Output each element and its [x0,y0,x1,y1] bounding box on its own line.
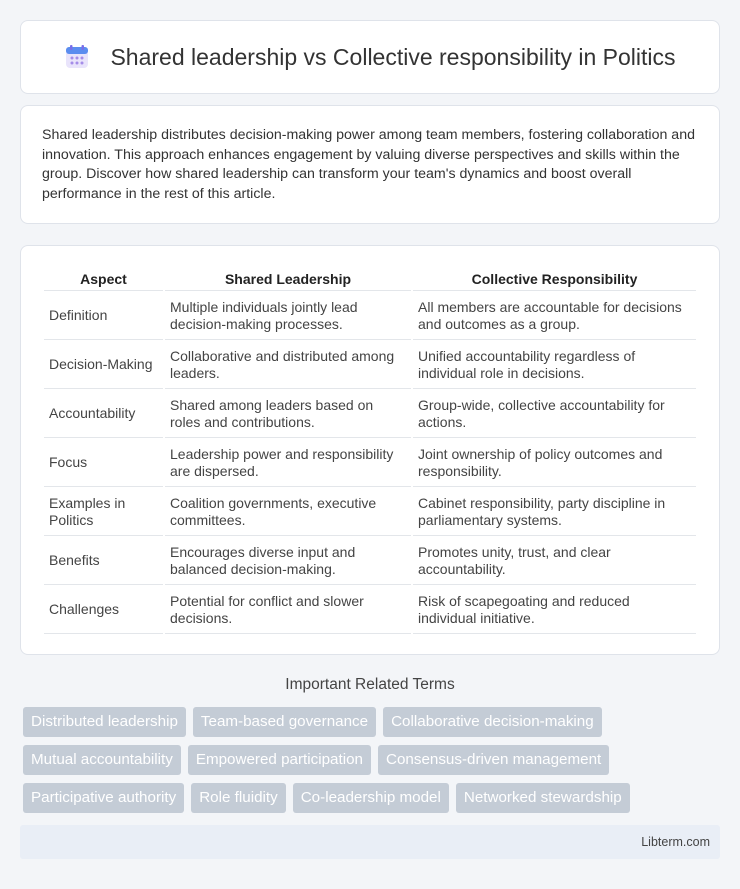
collective-responsibility-cell: Cabinet responsibility, party discipline in parliamentary systems. [413,489,696,536]
calendar-icon [64,44,90,70]
footer-site-link[interactable]: Libterm.com [641,835,710,849]
table-row [44,440,696,487]
collective-responsibility-cell: Promotes unity, trust, and clear accountability. [413,538,696,585]
shared-leadership-cell: Shared among leaders based on roles and contributions. [165,391,411,438]
page-title: Shared leadership vs Collective responsibility in Politics [110,43,676,70]
related-terms-heading: Important Related Terms [285,676,455,693]
tag-row [23,707,723,737]
shared-leadership-cell: Potential for conflict and slower decisions. [165,587,411,634]
related-term-tag[interactable]: Team-based governance [193,707,376,737]
aspect-cell: Focus [44,440,163,487]
aspect-cell: Definition [44,293,163,340]
intro-card [20,105,720,224]
collective-responsibility-cell: Joint ownership of policy outcomes and responsibility. [413,440,696,487]
title-card [20,20,720,94]
related-term-tag[interactable]: Consensus-driven management [378,745,609,775]
related-term-tag[interactable]: Co-leadership model [293,783,449,813]
related-term-tag[interactable]: Collaborative decision-making [383,707,602,737]
tag-row [23,783,723,813]
collective-responsibility-cell: All members are accountable for decisions and outcomes as a group. [413,293,696,340]
table-row [44,489,696,536]
shared-leadership-cell: Leadership power and responsibility are dispersed. [165,440,411,487]
collective-responsibility-cell: Unified accountability regardless of individual role in decisions. [413,342,696,389]
tag-row [23,745,723,775]
related-term-tag[interactable]: Empowered participation [188,745,371,775]
aspect-cell: Challenges [44,587,163,634]
collective-responsibility-cell: Group-wide, collective accountability for actions. [413,391,696,438]
table-row [44,587,696,634]
footer [20,825,720,859]
comparison-table [42,266,698,636]
related-term-tag[interactable]: Networked stewardship [456,783,630,813]
aspect-cell: Benefits [44,538,163,585]
shared-leadership-cell: Collaborative and distributed among leaders. [165,342,411,389]
comparison-card [20,245,720,655]
column-header-shared-leadership: Shared Leadership [165,268,411,291]
table-header-row [44,268,696,291]
table-row [44,391,696,438]
column-header-collective-responsibility: Collective Responsibility [413,268,696,291]
column-header-aspect: Aspect [44,268,163,291]
table-row [44,342,696,389]
related-term-tag[interactable]: Mutual accountability [23,745,181,775]
aspect-cell: Accountability [44,391,163,438]
table-row [44,293,696,340]
related-term-tag[interactable]: Distributed leadership [23,707,186,737]
table-row [44,538,696,585]
collective-responsibility-cell: Risk of scapegoating and reduced individual initiative. [413,587,696,634]
intro-text: Shared leadership distributes decision-making power among team members, fostering collaboration and innovation. This approach enhances engagement by valuing diverse perspectives and skills within the group. Discover how shared leadership can transform your team's dynamics and boost overall performance in the rest of this article. [42,127,695,202]
related-term-tag[interactable]: Participative authority [23,783,184,813]
related-terms-list [23,707,723,821]
shared-leadership-cell: Coalition governments, executive committees. [165,489,411,536]
aspect-cell: Decision-Making [44,342,163,389]
shared-leadership-cell: Multiple individuals jointly lead decision-making processes. [165,293,411,340]
related-term-tag[interactable]: Role fluidity [191,783,286,813]
shared-leadership-cell: Encourages diverse input and balanced decision-making. [165,538,411,585]
aspect-cell: Examples in Politics [44,489,163,536]
